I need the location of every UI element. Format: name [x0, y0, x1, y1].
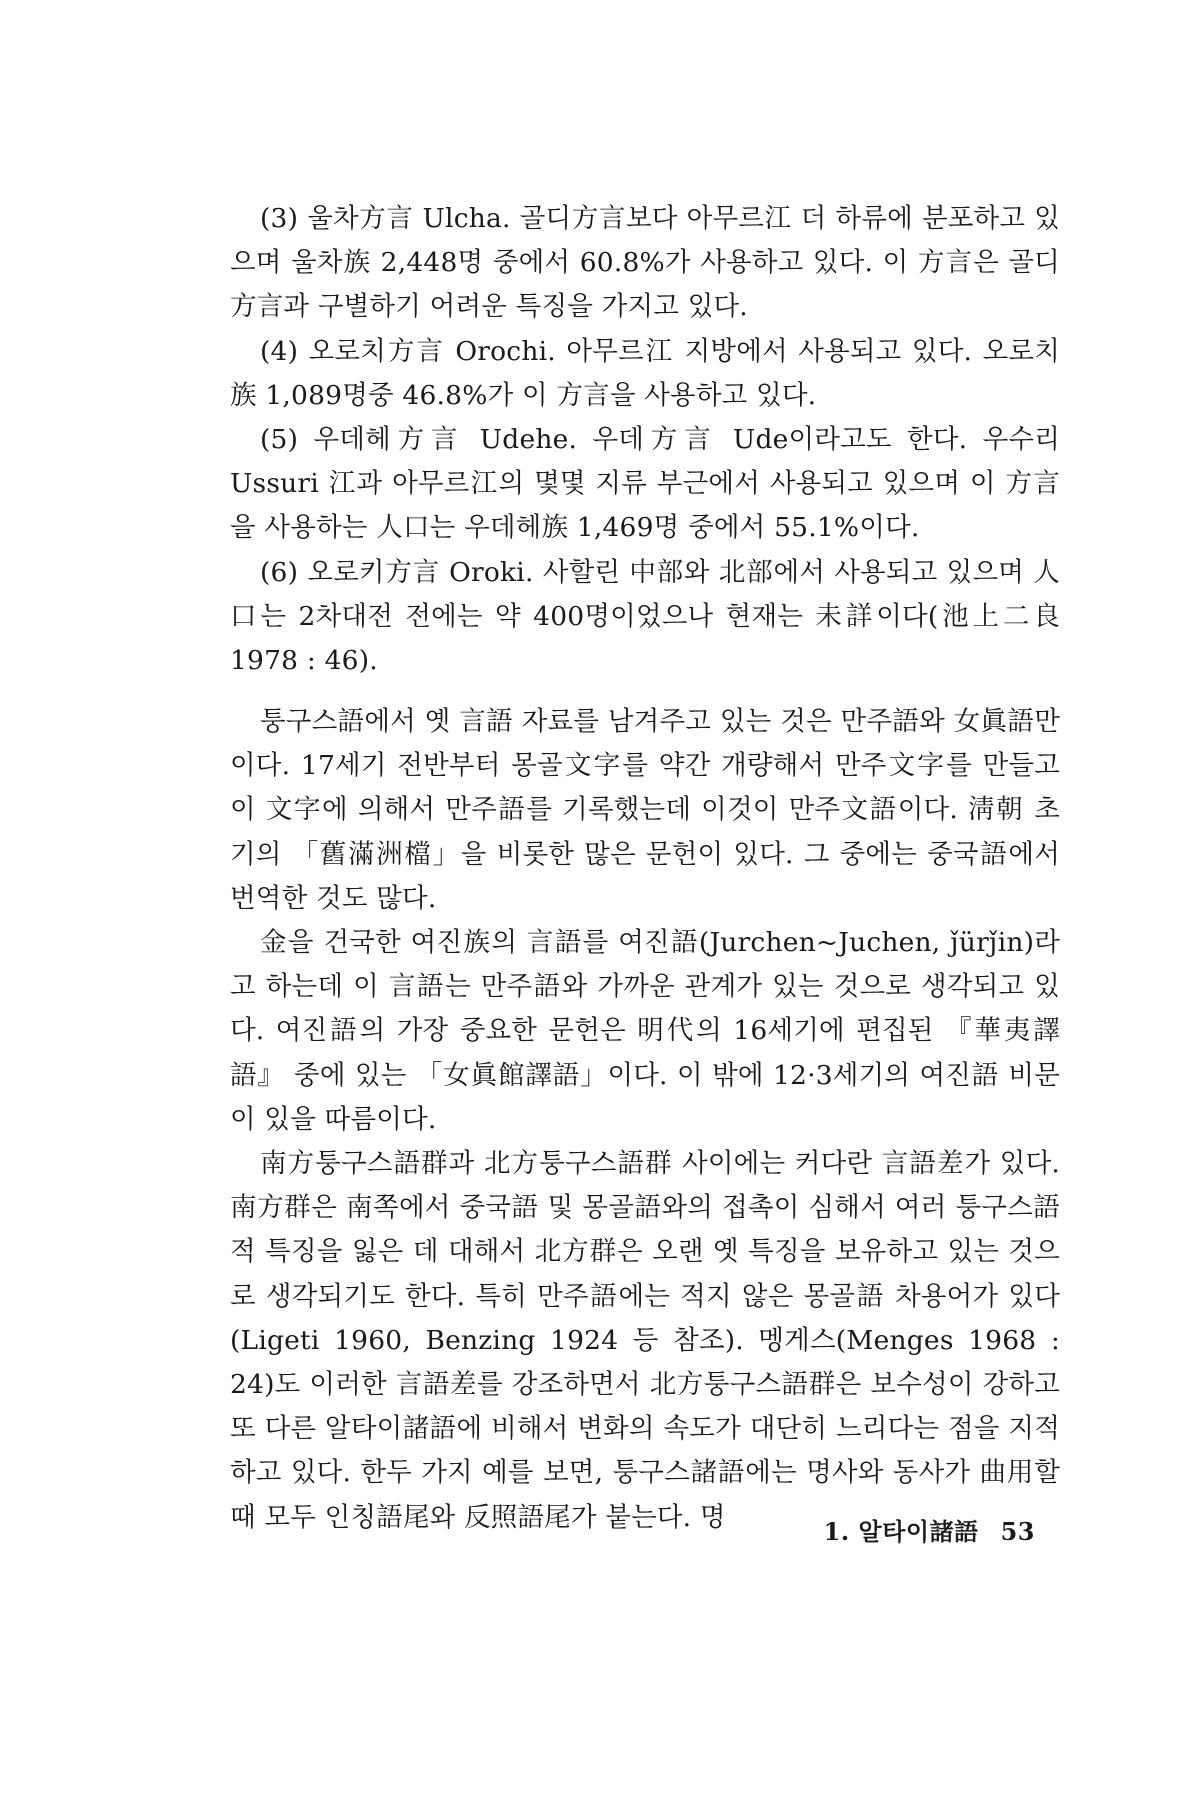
- paragraph-manchu-jurchen: 퉁구스語에서 옛 言語 자료를 남겨주고 있는 것은 만주語와 女眞語만이다. 17세기 전반부터 몽골文字를 약간 개량해서 만주文字를 만들고 이 文字에 의해서 만주語를 기록했는데 이것이 만주文語이다. 淸朝 초기의 「舊滿洲檔」을 비롯한 많은 문헌이 있다. 그 중에는 중국語에서 번역한 것도 많다.: [230, 706, 1060, 914]
- paragraph-jurchen-language: 金을 건국한 여진族의 言語를 여진語(Jurchen~Juchen, ǰürǰin)라고 하는데 이 言語는 만주語와 가까운 관계가 있는 것으로 생각되고 있다. 여진語의 가장 중요한 문헌은 明代의 16세기에 편집된 『華夷譯語』 중에 있는 「女眞館譯語」이다. 이 밖에 12·3세기의 여진語 비문이 있을 따름이다.: [230, 927, 1060, 1135]
- dialect-item-orochi: (4) 오로치方言 Orochi. 아무르江 지방에서 사용되고 있다. 오로치族 1,089명중 46.8%가 이 方言을 사용하고 있다.: [230, 335, 1060, 411]
- dialect-list: [230, 197, 1060, 683]
- page-footer: [824, 1512, 1035, 1547]
- dialect-item-ulcha: (3) 울차方言 Ulcha. 골디方言보다 아무르江 더 하류에 분포하고 있으며 울차族 2,448명 중에서 60.8%가 사용하고 있다. 이 方言은 골디方言과 구별하기 어려운 특징을 가지고 있다.: [230, 203, 1060, 323]
- dialect-item-udehe: (5) 우데헤方言 Udehe. 우데方言 Ude이라고도 한다. 우수리 Ussuri 江과 아무르江의 몇몇 지류 부근에서 사용되고 있으며 이 方言을 사용하는 人口는 우데헤族 1,469명 중에서 55.1%이다.: [230, 424, 1060, 544]
- page-number: 53: [1000, 1517, 1035, 1546]
- body-text: [230, 700, 1060, 1540]
- paragraph-language-groups: 南方퉁구스語群과 北方퉁구스語群 사이에는 커다란 言語差가 있다. 南方群은 南쪽에서 중국語 및 몽골語와의 접촉이 심해서 여러 퉁구스語적 특징을 잃은 데 대해서 北方群은 오랜 옛 특징을 보유하고 있는 것으로 생각되기도 한다. 특히 만주語에는 적지 않은 몽골語 차용어가 있다(Ligeti 1960, Benzing 1924 등 참조). 멩게스(Menges 1968 : 24)도 이러한 言語差를 강조하면서 北方퉁구스語群은 보수성이 강하고 또 다른 알타이諸語에 비해서 변화의 속도가 대단히 느리다는 점을 지적하고 있다. 한두 가지 예를 보면, 퉁구스諸語에는 명사와 동사가 曲用할 때 모두 인칭語尾와 反照語尾가 붙는다. 명: [230, 1148, 1060, 1533]
- dialect-item-oroki: (6) 오로키方言 Oroki. 사할린 中部와 北部에서 사용되고 있으며 人口는 2차대전 전에는 약 400명이었으나 현재는 未詳이다(池上二良 1978 : 46).: [230, 556, 1060, 677]
- running-head: 1. 알타이諸語: [823, 1517, 979, 1546]
